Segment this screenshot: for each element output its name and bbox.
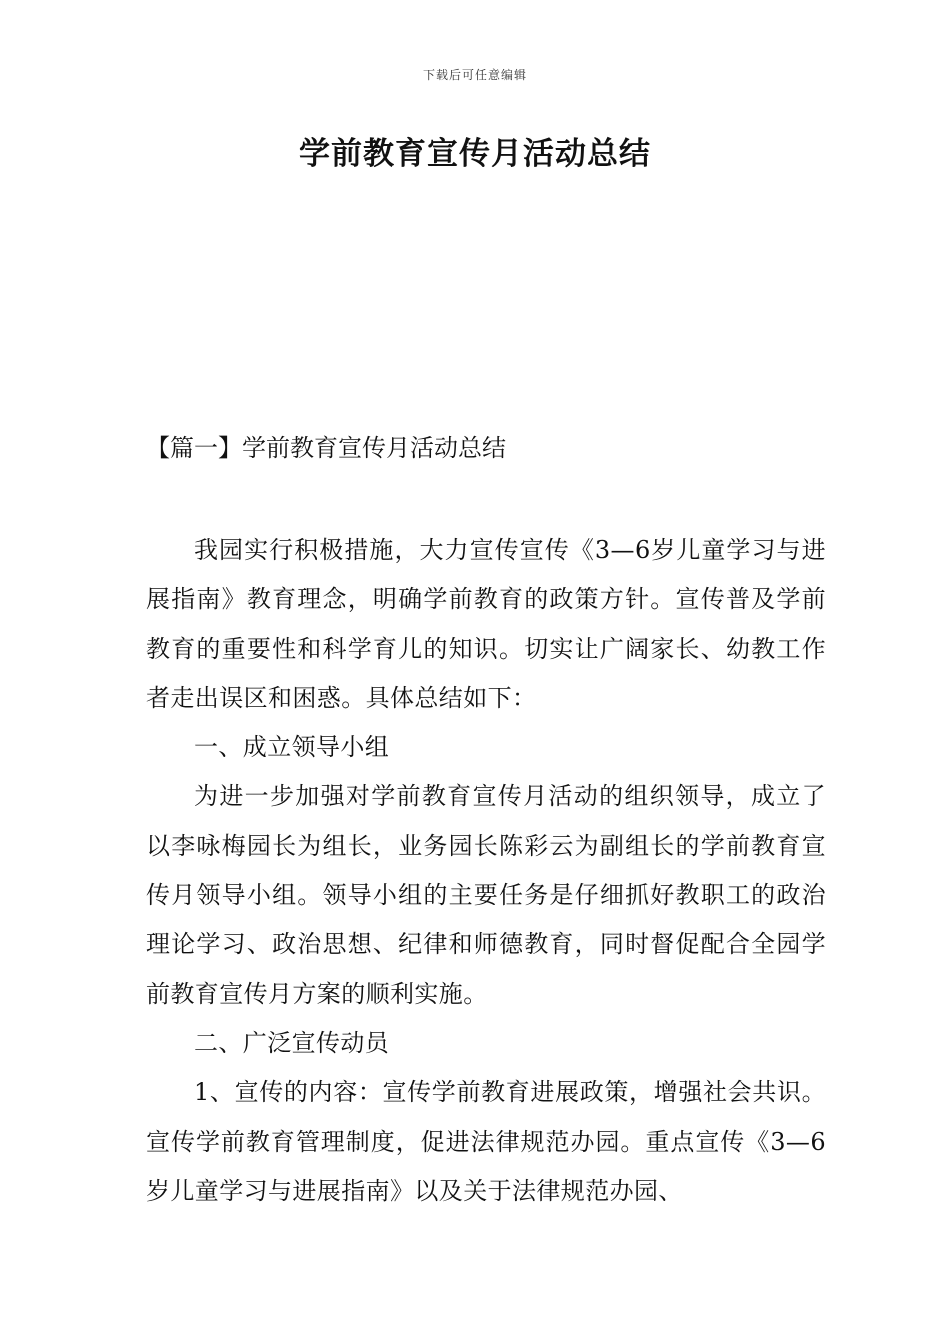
document-title: 学前教育宣传月活动总结 bbox=[299, 136, 651, 172]
leadership-paragraph: 为进一步加强对学前教育宣传月活动的组织领导，成立了以李咏梅园长为组长，业务园长陈彩云为副组长的学前教育宣传月领导小组。领导小组的主要任务是仔细抓好教职工的政治理论学习、政治思想、纪律和师德教育，同时督促配合全园学前教育宣传月方案的顺利实施。 bbox=[146, 782, 826, 1008]
document-body bbox=[146, 526, 826, 1216]
intro-paragraph: 我园实行积极措施，大力宣传宣传《3—6岁儿童学习与进展指南》教育理念，明确学前教育的政策方针。宣传普及学前教育的重要性和科学育儿的知识。切实让广阔家长、幼教工作者走出误区和困惑。具体总结如下： bbox=[146, 536, 826, 712]
section-heading: 【篇一】学前教育宣传月活动总结 bbox=[146, 434, 506, 462]
download-note: 下载后可任意编辑 bbox=[422, 68, 527, 82]
subheading-leadership-group: 一、成立领导小组 bbox=[194, 733, 390, 762]
subheading-publicity: 二、广泛宣传动员 bbox=[194, 1028, 390, 1057]
publicity-content-paragraph: 1、宣传的内容：宣传学前教育进展政策，增强社会共识。宣传学前教育管理制度，促进法律规范办园。重点宣传《3—6岁儿童学习与进展指南》以及关于法律规范办园、 bbox=[146, 1078, 826, 1205]
